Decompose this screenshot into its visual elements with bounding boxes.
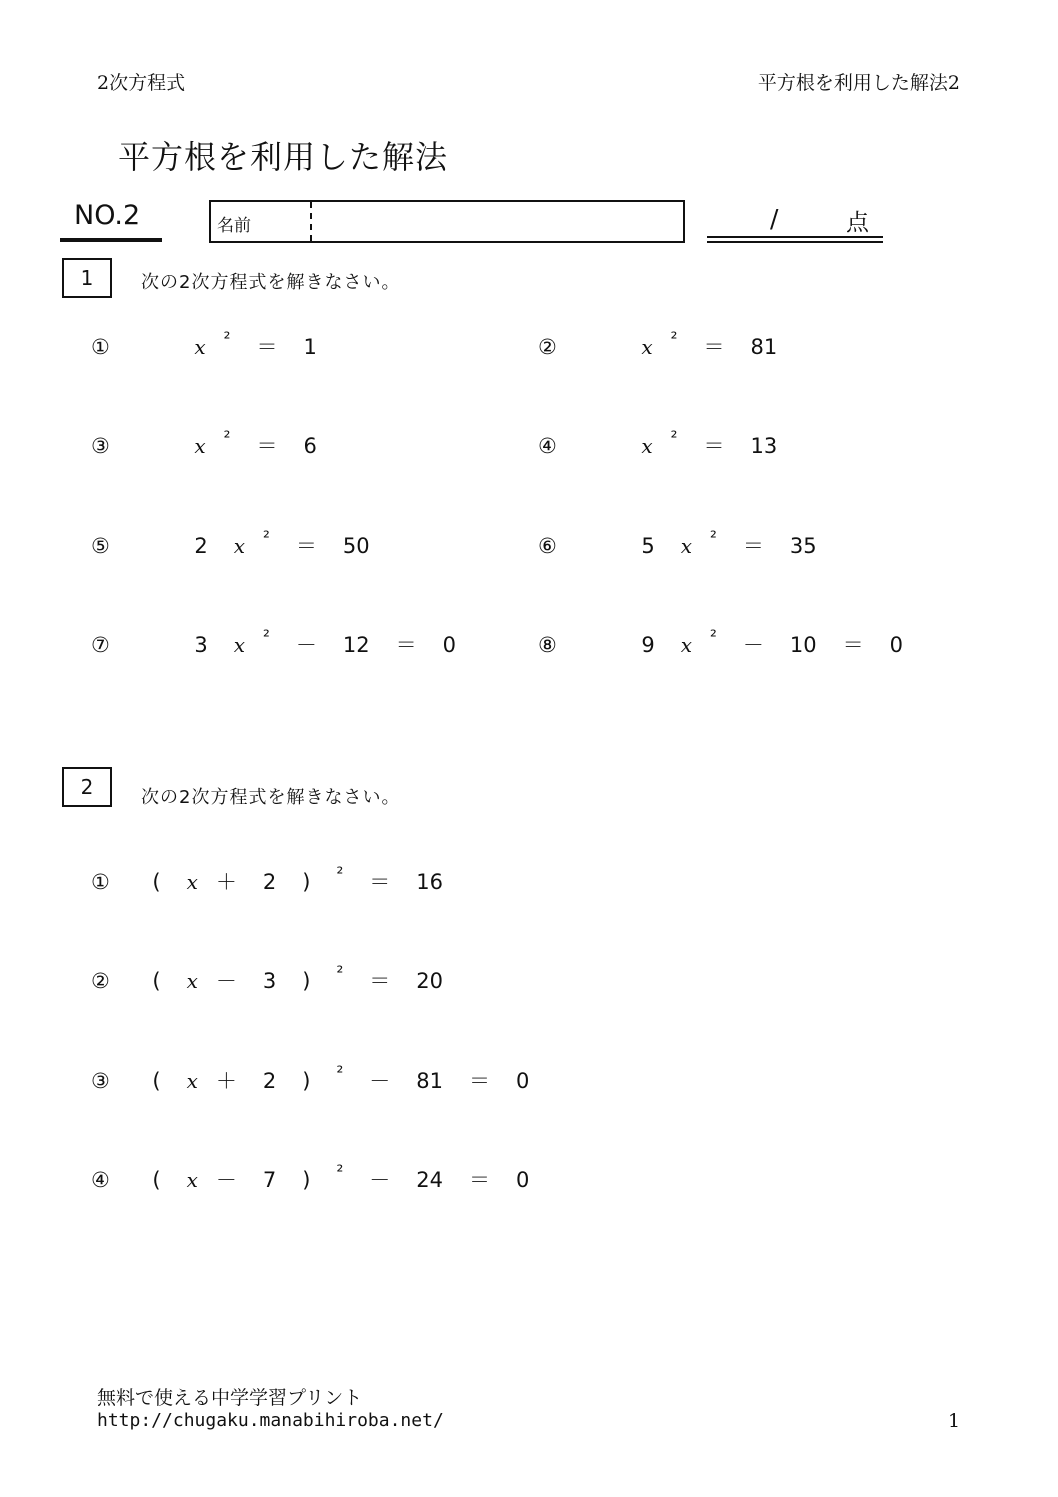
problem-2-4 <box>91 1164 555 1194</box>
problem-1-5 <box>91 530 396 560</box>
problem-marker: ③ <box>91 1069 110 1093</box>
name-label: 名前 <box>217 216 251 236</box>
problem-1-4 <box>538 430 803 460</box>
header-right: 平方根を利用した解法2 <box>757 72 960 94</box>
problem-1-6 <box>538 530 843 560</box>
section-1-number: 1 <box>62 258 112 298</box>
problem-expression: x ² ＝ 1 <box>194 329 317 359</box>
problem-marker: ② <box>91 969 110 993</box>
problem-1-7 <box>91 629 482 659</box>
problem-marker: ⑤ <box>91 534 110 558</box>
problem-1-3 <box>91 430 343 460</box>
footer-site-name: 無料で使える中学学習プリント <box>97 1387 363 1409</box>
page-title: 平方根を利用した解法 <box>118 138 449 176</box>
name-divider <box>310 202 312 241</box>
problem-2-3 <box>91 1065 555 1095</box>
problem-expression: 3 x ² － 12 ＝ 0 <box>194 627 456 657</box>
problem-expression: ( x － 7 ) ² － 24 ＝ 0 <box>152 1162 530 1192</box>
problem-marker: ④ <box>91 1168 110 1192</box>
problem-expression: x ² ＝ 81 <box>641 329 778 359</box>
problem-expression: 2 x ² ＝ 50 <box>194 528 370 558</box>
score-slash: / <box>770 204 779 233</box>
problem-expression: 9 x ² － 10 ＝ 0 <box>641 627 903 657</box>
section-2-number: 2 <box>62 767 112 807</box>
problem-expression: ( x ＋ 2 ) ² － 81 ＝ 0 <box>152 1063 530 1093</box>
problem-marker: ① <box>91 870 110 894</box>
worksheet-number-underline <box>60 238 162 242</box>
page-number: 1 <box>948 1410 961 1432</box>
worksheet-number: NO.2 <box>74 200 141 231</box>
problem-marker: ① <box>91 335 110 359</box>
name-field[interactable] <box>209 200 685 243</box>
problem-1-2 <box>538 331 803 361</box>
problem-expression: x ² ＝ 6 <box>194 428 317 458</box>
section-2-instruction: 次の2次方程式を解きなさい。 <box>141 787 401 808</box>
problem-marker: ⑧ <box>538 633 557 657</box>
problem-marker: ④ <box>538 434 557 458</box>
score-line <box>707 241 883 243</box>
problem-1-1 <box>91 331 343 361</box>
problem-expression: ( x ＋ 2 ) ² ＝ 16 <box>152 864 443 894</box>
problem-1-8 <box>538 629 929 659</box>
score-label: 点 <box>846 210 869 236</box>
problem-marker: ⑥ <box>538 534 557 558</box>
problem-2-2 <box>91 965 469 995</box>
footer-url-link[interactable]: http://chugaku.manabihiroba.net/ <box>97 1410 444 1431</box>
problem-marker: ⑦ <box>91 633 110 657</box>
problem-expression: ( x － 3 ) ² ＝ 20 <box>152 963 443 993</box>
problem-marker: ② <box>538 335 557 359</box>
problem-expression: x ² ＝ 13 <box>641 428 778 458</box>
problem-expression: 5 x ² ＝ 35 <box>641 528 817 558</box>
header-left: 2次方程式 <box>97 72 186 94</box>
problem-marker: ③ <box>91 434 110 458</box>
score-line <box>707 236 883 238</box>
problem-2-1 <box>91 866 469 896</box>
section-1-instruction: 次の2次方程式を解きなさい。 <box>141 272 401 293</box>
